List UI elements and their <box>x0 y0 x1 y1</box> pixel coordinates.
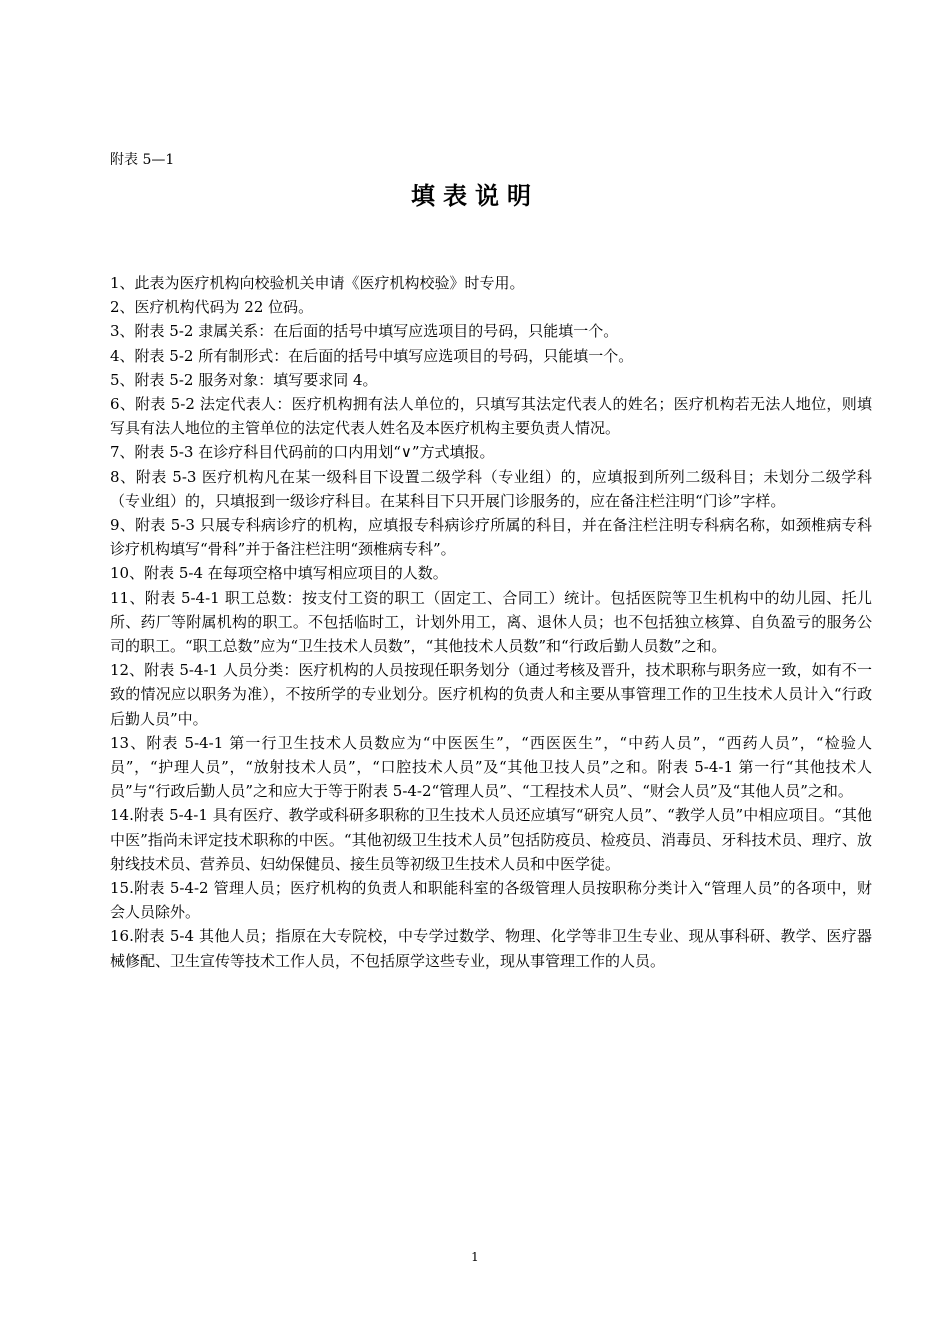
instruction-item-6: 6、附表 5-2 法定代表人：医疗机构拥有法人单位的，只填写其法定代表人的姓名；医疗机构若无法人地位，则填写具有法人地位的主管单位的法定代表人姓名及本医疗机构主要负责人情况。 <box>110 395 872 438</box>
instruction-item-15: 15.附表 5-4-2 管理人员；医疗机构的负责人和职能科室的各级管理人员按职称分类计入“管理人员”的各项中，财会人员除外。 <box>110 879 872 922</box>
appendix-label: 附表 5—1 <box>110 152 175 168</box>
instruction-item-16: 16.附表 5-4 其他人员；指原在大专院校，中专学过数学、物理、化学等非卫生专业、现从事科研、教学、医疗器械修配、卫生宣传等技术工作人员，不包括原学这些专业，现从事管理工作的人员。 <box>110 927 872 970</box>
page-number: 1 <box>471 1250 479 1264</box>
instruction-item-8: 8、附表 5-3 医疗机构凡在某一级科目下设置二级学科（专业组）的，应填报到所列二级科目；未划分二级学科（专业组）的，只填报到一级诊疗科目。在某科目下只开展门诊服务的，应在备注栏注明“门诊”字样。 <box>110 467 872 510</box>
instruction-item-5: 5、附表 5-2 服务对象：填写要求同 4。 <box>110 370 378 389</box>
instruction-item-7: 7、附表 5-3 在诊疗科目代码前的口内用划“∨”方式填报。 <box>110 443 495 462</box>
page-title: 填表说明 <box>411 182 539 210</box>
instruction-item-10: 10、附表 5-4 在每项空格中填写相应项目的人数。 <box>110 564 448 583</box>
instruction-list <box>110 271 872 973</box>
instruction-item-14: 14.附表 5-4-1 具有医疗、教学或科研多职称的卫生技术人员还应填写“研究人员”、“教学人员”中相应项目。“其他中医”指尚未评定技术职称的中医。“其他初级卫生技术人员”包括防疫员、检疫员、消毒员、牙科技术员、理疗、放射线技术员、营养员、妇幼保健员、接生员等初级卫生技术人员和中医学徒。 <box>110 806 872 873</box>
instruction-item-2: 2、医疗机构代码为 22 位码。 <box>110 298 314 317</box>
instruction-item-9: 9、附表 5-3 只展专科病诊疗的机构，应填报专科病诊疗所属的科目，并在备注栏注明专科病名称，如颈椎病专科诊疗机构填写“骨科”并于备注栏注明“颈椎病专科”。 <box>110 516 872 559</box>
instruction-item-4: 4、附表 5-2 所有制形式：在后面的括号中填写应选项目的号码，只能填一个。 <box>110 346 634 365</box>
instruction-item-11: 11、附表 5-4-1 职工总数：按支付工资的职工（固定工、合同工）统计。包括医院等卫生机构中的幼儿园、托儿所、药厂等附属机构的职工。不包括临时工，计划外用工，离、退休人员；也不包括独立核算、自负盈亏的服务公司的职工。“职工总数”应为“卫生技术人员数”，“其他技术人员数”和“行政后勤人员数”之和。 <box>110 588 872 656</box>
instruction-item-1: 1、此表为医疗机构向校验机关申请《医疗机构校验》时专用。 <box>110 274 525 292</box>
instruction-item-13: 13、附表 5-4-1 第一行卫生技术人员数应为“中医医生”，“西医医生”，“中药人员”，“西药人员”，“检验人员”，“护理人员”，“放射技术人员”，“口腔技术人员”及“其他卫技人员”之和。附表 5-4-1 第一行“其他技术人员”与“行政后勤人员”之和应大于等于附表 5-4-2“管理人员”、“工程技术人员”、“财会人员”及“其他人员”之和。 <box>110 733 872 801</box>
instruction-item-3: 3、附表 5-2 隶属关系：在后面的括号中填写应选项目的号码，只能填一个。 <box>110 322 619 341</box>
instruction-item-12: 12、附表 5-4-1 人员分类：医疗机构的人员按现任职务划分（通过考核及晋升，技术职称与职务应一致，如有不一致的情况应以职务为准），不按所学的专业划分。医疗机构的负责人和主要从事管理工作的卫生技术人员计入“行政后勤人员”中。 <box>110 661 872 728</box>
